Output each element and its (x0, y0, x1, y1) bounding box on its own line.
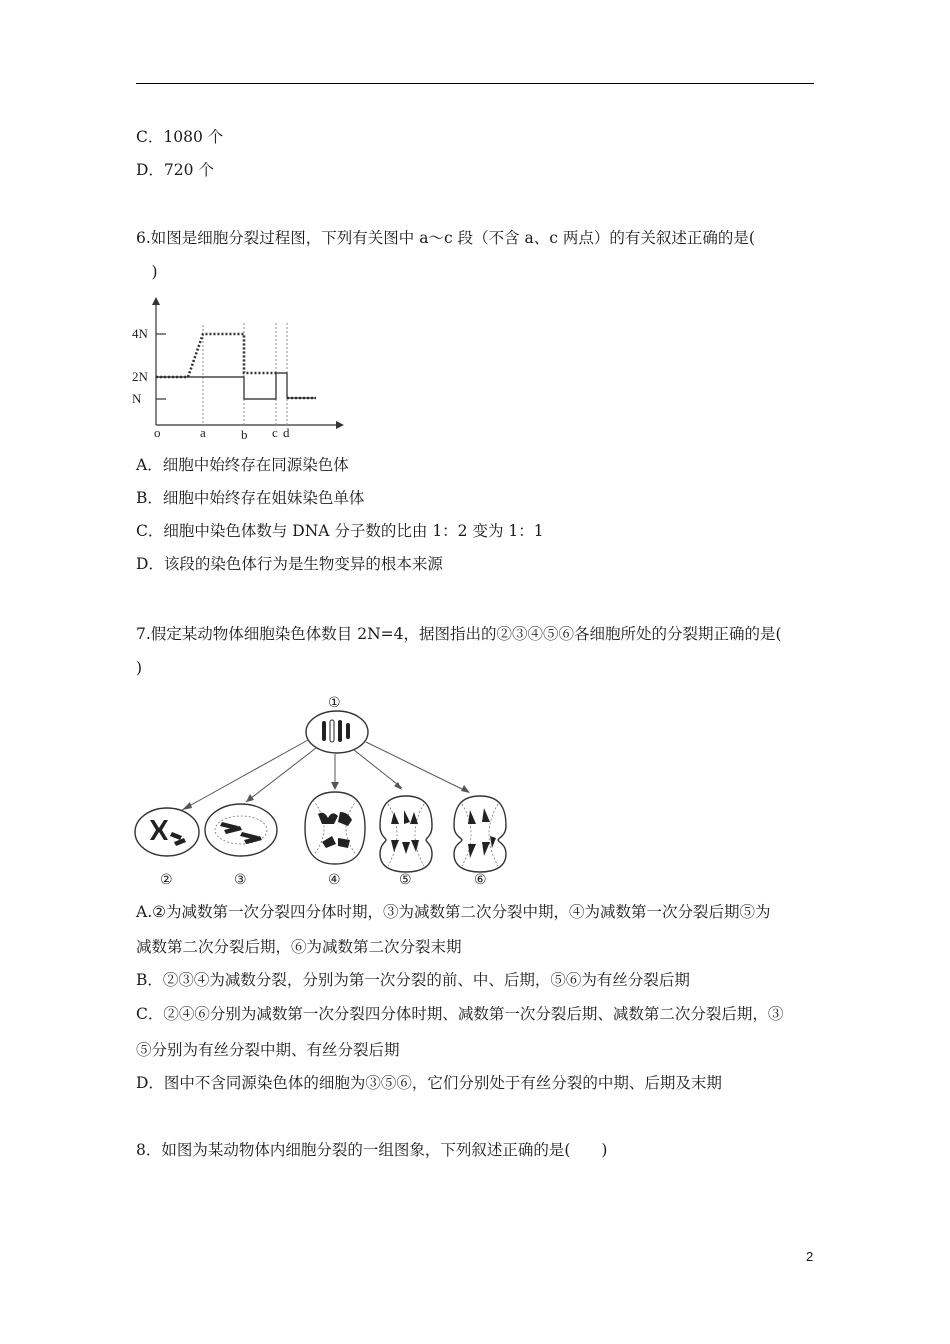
cell-3-chromosomes (215, 816, 267, 844)
y-label-n: N (132, 391, 142, 406)
q6-stem-line2: ) (136, 263, 158, 281)
x-label-d: d (283, 425, 290, 440)
y-axis-arrow (152, 297, 160, 305)
x-label-b: b (241, 427, 248, 442)
q6-option-a: A．细胞中始终存在同源染色体 (136, 456, 349, 474)
cell-6 (454, 796, 506, 872)
header-rule (136, 83, 814, 84)
cell-5 (380, 796, 432, 872)
q7-option-c-line1: C．②④⑥分别为减数第一次分裂四分体时期、减数第一次分裂后期、减数第二次分裂后期，③ (136, 1005, 784, 1023)
cell-5-chromosomes (388, 804, 424, 866)
lineage-arrows (182, 740, 468, 810)
q7-option-a-line1: A.②为减数第一次分裂四分体时期，③为减数第二次分裂中期，④为减数第一次分裂后期⑤为 (136, 903, 771, 921)
cell-6-chromosomes (462, 804, 498, 866)
q6-chromosome-graph (130, 295, 360, 445)
x-label-o: o (154, 425, 161, 440)
q6-option-b: B．细胞中始终存在姐妹染色单体 (136, 489, 365, 507)
q7-option-b: B．②③④为减数分裂，分别为第一次分裂的前、中、后期，⑤⑥为有丝分裂后期 (136, 971, 690, 989)
q6-option-c: C．细胞中染色体数与 DNA 分子数的比由 1：2 变为 1：1 (136, 522, 544, 540)
q8-stem: 8．如图为某动物体内细胞分裂的一组图象，下列叙述正确的是( ) (136, 1141, 608, 1159)
cell-4 (305, 792, 365, 864)
q7-stem-line1: 7.假定某动物体细胞染色体数目 2N=4，据图指出的②③④⑤⑥各细胞所处的分裂期正确的是( (136, 625, 782, 643)
page-number: 2 (806, 1249, 814, 1264)
x-label-a: a (200, 425, 206, 440)
x-axis-arrow (336, 421, 344, 429)
q7-option-c-line2: ⑤分别为有丝分裂中期、有丝分裂后期 (136, 1041, 400, 1059)
cell-2 (135, 808, 199, 856)
cell-label-5: ⑤ (399, 872, 412, 888)
q7-cell-division-figure (130, 692, 530, 892)
cell-label-2: ② (160, 872, 173, 888)
q7-option-d: D．图中不含同源染色体的细胞为③⑤⑥，它们分别处于有丝分裂的中期、后期及末期 (136, 1074, 722, 1092)
cell-2-chromosomes (150, 820, 186, 846)
cell-4-chromosomes (313, 800, 357, 856)
dna-curve (156, 334, 276, 377)
q6-stem-line1: 6.如图是细胞分裂过程图，下列有关图中 a～c 段（不含 a、c 两点）的有关叙述正确的是( (136, 229, 755, 247)
q5-option-c: C．1080 个 (136, 128, 224, 146)
y-label-4n: 4N (132, 326, 148, 341)
cell-label-3: ③ (234, 872, 247, 888)
cell-label-6: ⑥ (474, 872, 487, 888)
x-label-c: c (272, 425, 278, 440)
cell-label-1: ① (328, 695, 341, 711)
q6-option-d: D．该段的染色体行为是生物变异的根本来源 (136, 555, 443, 573)
q5-option-d: D．720 个 (136, 161, 214, 179)
cell-1-chromosomes (322, 720, 350, 742)
q7-stem-line2: ) (136, 659, 143, 677)
cell-label-4: ④ (328, 872, 341, 888)
q7-option-a-line2: 减数第二次分裂后期，⑥为减数第二次分裂末期 (136, 938, 462, 956)
cell-1 (306, 711, 368, 753)
y-label-2n: 2N (132, 369, 148, 384)
